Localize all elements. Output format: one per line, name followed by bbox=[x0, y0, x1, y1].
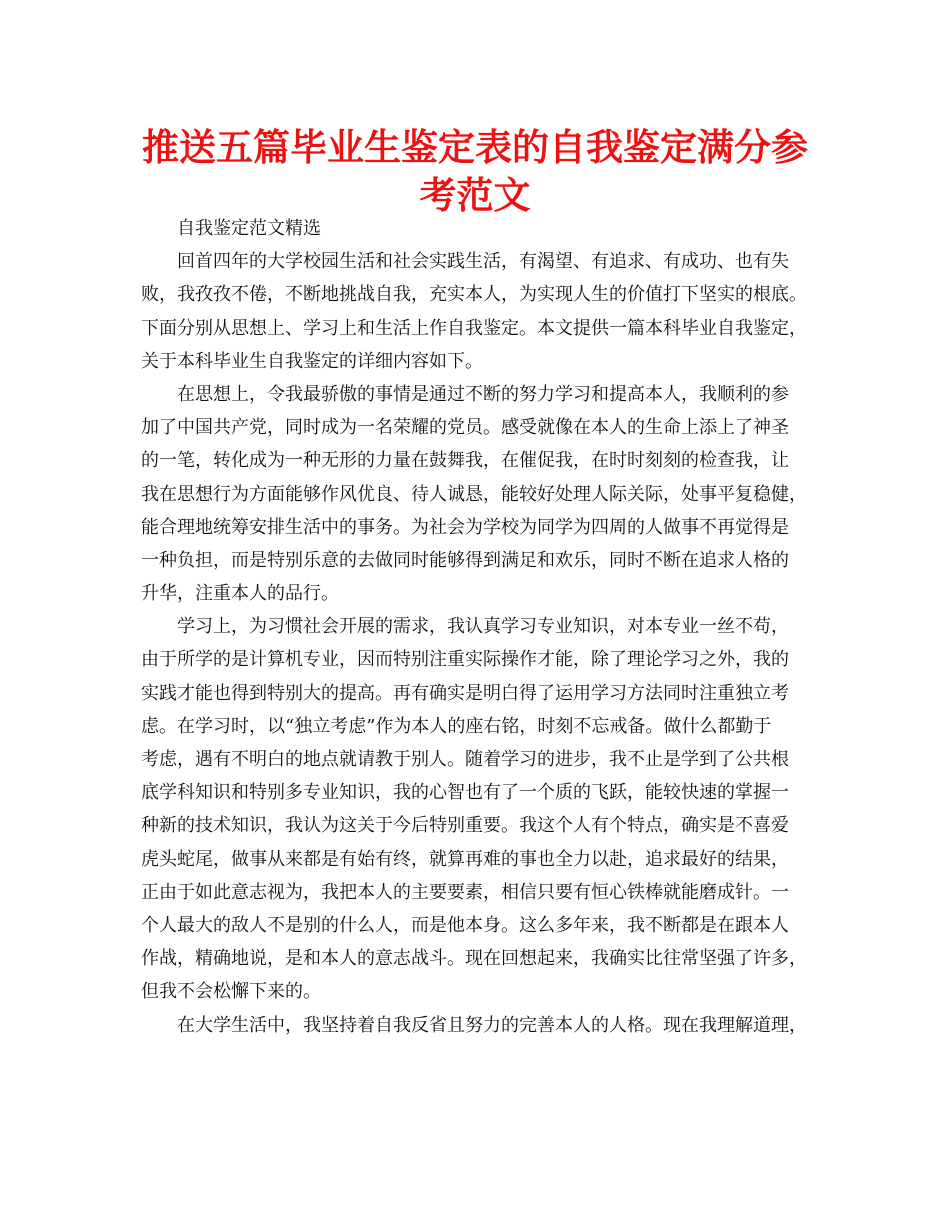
paragraph-line: 的一笔，转化成为一种无形的力量在鼓舞我，在催促我，在时时刻刻的检查我，让 bbox=[141, 450, 789, 472]
paragraph-line: 虎头蛇尾，做事从来都是有始有终，就算再难的事也全力以赴，追求最好的结果， bbox=[141, 848, 789, 870]
paragraph-line: 虑。在学习时，以“独立考虑”作为本人的座右铭，时刻不忘戒备。做什么都勤于 bbox=[141, 715, 772, 737]
paragraph-line: 升华，注重本人的品行。 bbox=[141, 583, 339, 605]
paragraph-line: 底学科知识和特别多专业知识，我的心智也有了一个质的飞跃，能较快速的掌握一 bbox=[141, 782, 789, 804]
paragraph-line: 能合理地统筹安排生活中的事务。为社会为学校为同学为四周的人做事不再觉得是 bbox=[141, 516, 789, 538]
section-heading: 自我鉴定范文精选 bbox=[177, 218, 321, 239]
document-title bbox=[100, 124, 850, 220]
paragraph-line: 一种负担，而是特别乐意的去做同时能够得到满足和欢乐，同时不断在追求人格的 bbox=[141, 549, 789, 571]
paragraph-line: 学习上，为习惯社会开展的需求，我认真学习专业知识，对本专业一丝不苟， bbox=[177, 616, 789, 638]
paragraph-line: 由于所学的是计算机专业，因而特别注重实际操作才能，除了理论学习之外，我的 bbox=[141, 649, 789, 671]
paragraph-line: 考虑，遇有不明白的地点就请教于别人。随着学习的进步，我不止是学到了公共根 bbox=[141, 749, 789, 770]
paragraph-line: 关于本科毕业生自我鉴定的详细内容如下。 bbox=[141, 350, 483, 372]
paragraph-line: 败，我孜孜不倦，不断地挑战自我，充实本人，为实现人生的价值打下坚实的根底。 bbox=[141, 284, 807, 306]
paragraph-line: 作战，精确地说，是和本人的意志战斗。现在回想起来，我确实比往常坚强了许多， bbox=[141, 948, 807, 970]
paragraph-line: 在大学生活中，我坚持着自我反省且努力的完善本人的人格。现在我理解道理， bbox=[177, 1014, 807, 1036]
title-line-2: 考范文 bbox=[419, 174, 531, 217]
paragraph-line: 个人最大的敌人不是别的什么人，而是他本身。这么多年来，我不断都是在跟本人 bbox=[141, 914, 789, 936]
title-line-1: 推送五篇毕业生鉴定表的自我鉴定满分参 bbox=[142, 126, 808, 169]
paragraph-line: 下面分别从思想上、学习上和生活上作自我鉴定。本文提供一篇本科毕业自我鉴定， bbox=[141, 317, 807, 339]
paragraph-line: 在思想上，令我最骄傲的事情是通过不断的努力学习和提高本人，我顺利的参 bbox=[177, 383, 789, 405]
document-body bbox=[141, 212, 821, 1042]
paragraph-line: 种新的技术知识，我认为这关于今后特别重要。我这个人有个特点，确实是不喜爱 bbox=[141, 815, 789, 837]
paragraph-line: 正由于如此意志视为，我把本人的主要要素，相信只要有恒心铁棒就能磨成针。一 bbox=[141, 881, 789, 903]
paragraph-line: 加了中国共产党，同时成为一名荣耀的党员。感受就像在本人的生命上添上了神圣 bbox=[141, 417, 789, 439]
paragraph-line: 实践才能也得到特别大的提高。再有确实是明白得了运用学习方法同时注重独立考 bbox=[141, 682, 789, 704]
paragraph-line: 但我不会松懈下来的。 bbox=[141, 981, 321, 1003]
paragraph-line: 我在思想行为方面能够作风优良、待人诚恳，能较好处理人际关际，处事平复稳健， bbox=[141, 483, 807, 505]
paragraph-line: 回首四年的大学校园生活和社会实践生活，有渴望、有追求、有成功、也有失 bbox=[177, 251, 789, 273]
